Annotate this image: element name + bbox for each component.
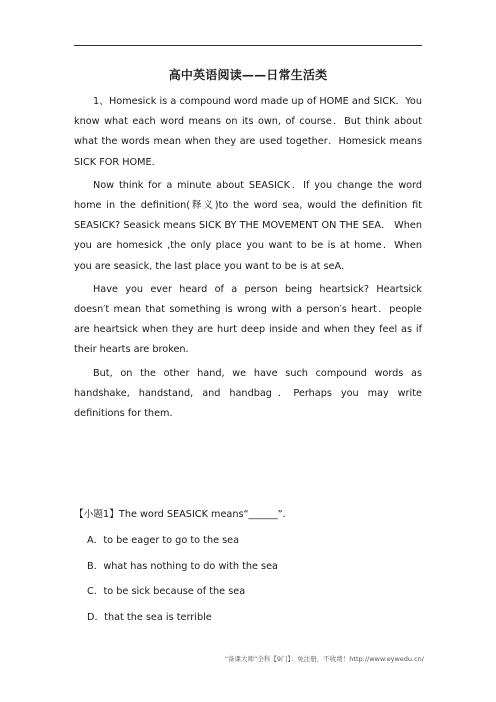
page-title: 高中英语阅读——日常生活类: [168, 68, 328, 82]
option-b: B．what has nothing to do with the sea: [87, 560, 278, 572]
header-rule: [74, 45, 422, 46]
question-1: 【小题1】The word SEASICK means“______”．: [74, 509, 293, 520]
answer-options: [87, 534, 278, 636]
paragraph-3: Have you ever heard of a person being heartsick? Heartsick doesn′t mean that something is wrong with a person′s heart．people are heartsick when they are hurt deep inside and when they feel as if their hearts are broken．: [74, 283, 422, 356]
option-c: C．to be sick because of the sea: [87, 586, 246, 597]
passage: [74, 92, 422, 427]
option-a: A．to be eager to go to the sea: [87, 535, 240, 546]
paragraph-2: Now think for a minute about SEASICK．If you change the word home in the definition(释义)to the word sea, would the definition fit SEASICK? Seasick means SICK BY THE MOVEMENT ON THE SEA． When you are homesick ,the only place you want to be is at home．When you are seasick, the last place you want to be is at seA．: [74, 179, 422, 272]
paragraph-1: 1、Homesick is a compound word made up of HOME and SICK．You know what each word means on its own, of course．But think about what the words mean when they are used together．Homesick means SICK FOR HOME．: [74, 96, 422, 168]
option-d: D．that the sea is terrible: [87, 611, 212, 623]
paragraph-4: But, on the other hand, we have such compound words as handshake, handstand, and handbag．Perhaps you may write definitions for them．: [74, 367, 422, 420]
footer-note: “备课大师”全科【9门】：免注册，不收费！http://www.eywedu.cn/: [224, 655, 424, 663]
